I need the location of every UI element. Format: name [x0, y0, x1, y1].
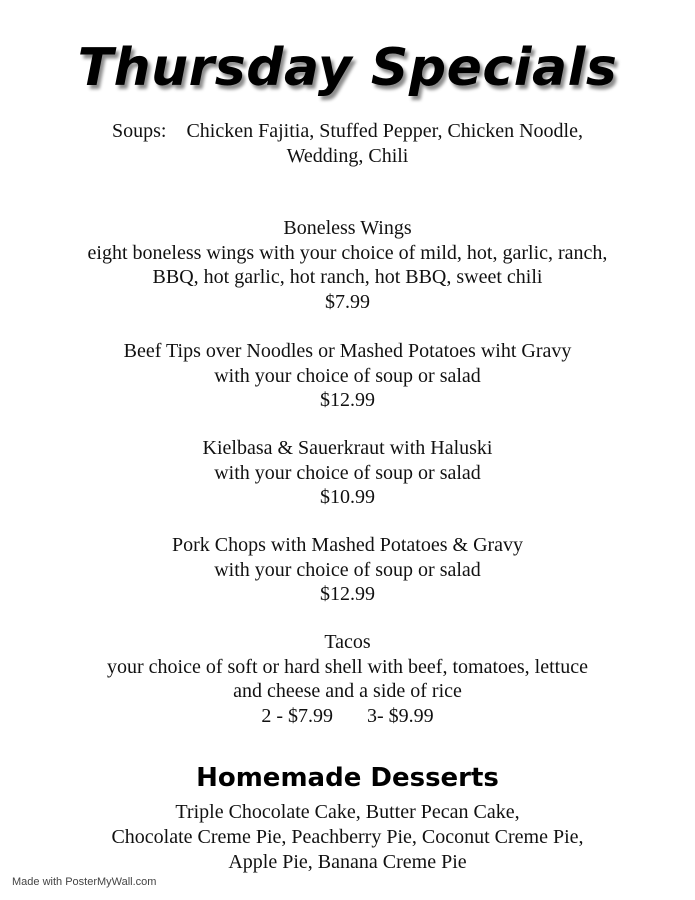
- item-price-three: 3- $9.99: [367, 704, 434, 727]
- item-price: $10.99: [320, 486, 375, 508]
- soups-line-1: [40, 119, 655, 144]
- item-description: with your choice of soup or salad: [214, 558, 481, 581]
- soups-label: Soups:: [111, 120, 167, 142]
- soups-list-line-1: Chicken Fajitia, Stuffed Pepper, Chicken Noodle,: [186, 120, 583, 142]
- soups-list-line-2: Wedding, Chili: [286, 145, 409, 167]
- item-description: with your choice of soup or salad: [214, 461, 481, 484]
- item-name: Beef Tips over Noodles or Mashed Potatoes wiht Gravy: [123, 340, 572, 362]
- item-price: $12.99: [320, 389, 375, 411]
- menu-item-pork-chops: [20, 533, 675, 607]
- item-description: BBQ, hot garlic, hot ranch, hot BBQ, sweet chili: [152, 266, 543, 288]
- menu-item-kielbasa: [20, 436, 675, 510]
- item-description: eight boneless wings with your choice of mild, hot, garlic, ranch,: [87, 241, 608, 264]
- desserts-heading: Homemade Desserts: [196, 763, 499, 793]
- item-price: $7.99: [325, 290, 370, 313]
- item-name: Tacos: [324, 631, 371, 653]
- item-description: and cheese and a side of rice: [233, 680, 462, 702]
- item-description: with your choice of soup or salad: [214, 364, 481, 387]
- desserts-line: Apple Pie, Banana Creme Pie: [228, 851, 467, 873]
- item-name: Kielbasa & Sauerkraut with Haluski: [202, 437, 493, 459]
- desserts-list: [20, 800, 675, 875]
- page-title: Thursday Specials: [77, 38, 618, 98]
- item-prices: [20, 704, 675, 729]
- menu-item-tacos: [20, 630, 675, 728]
- item-description: your choice of soft or hard shell with beef, tomatoes, lettuce: [107, 655, 588, 678]
- item-price-two: 2 - $7.99: [261, 704, 333, 727]
- item-name: Boneless Wings: [283, 217, 412, 239]
- item-price: $12.99: [320, 583, 375, 605]
- desserts-line: Triple Chocolate Cake, Butter Pecan Cake,: [175, 801, 520, 823]
- soups-section: [40, 119, 655, 169]
- menu-item-beef-tips: [20, 339, 675, 413]
- watermark-text: Made with PosterMyWall.com: [12, 876, 157, 888]
- item-name: Pork Chops with Mashed Potatoes & Gravy: [171, 534, 524, 556]
- desserts-line: Chocolate Creme Pie, Peachberry Pie, Coconut Creme Pie,: [111, 826, 584, 848]
- menu-item-boneless-wings: [20, 216, 675, 314]
